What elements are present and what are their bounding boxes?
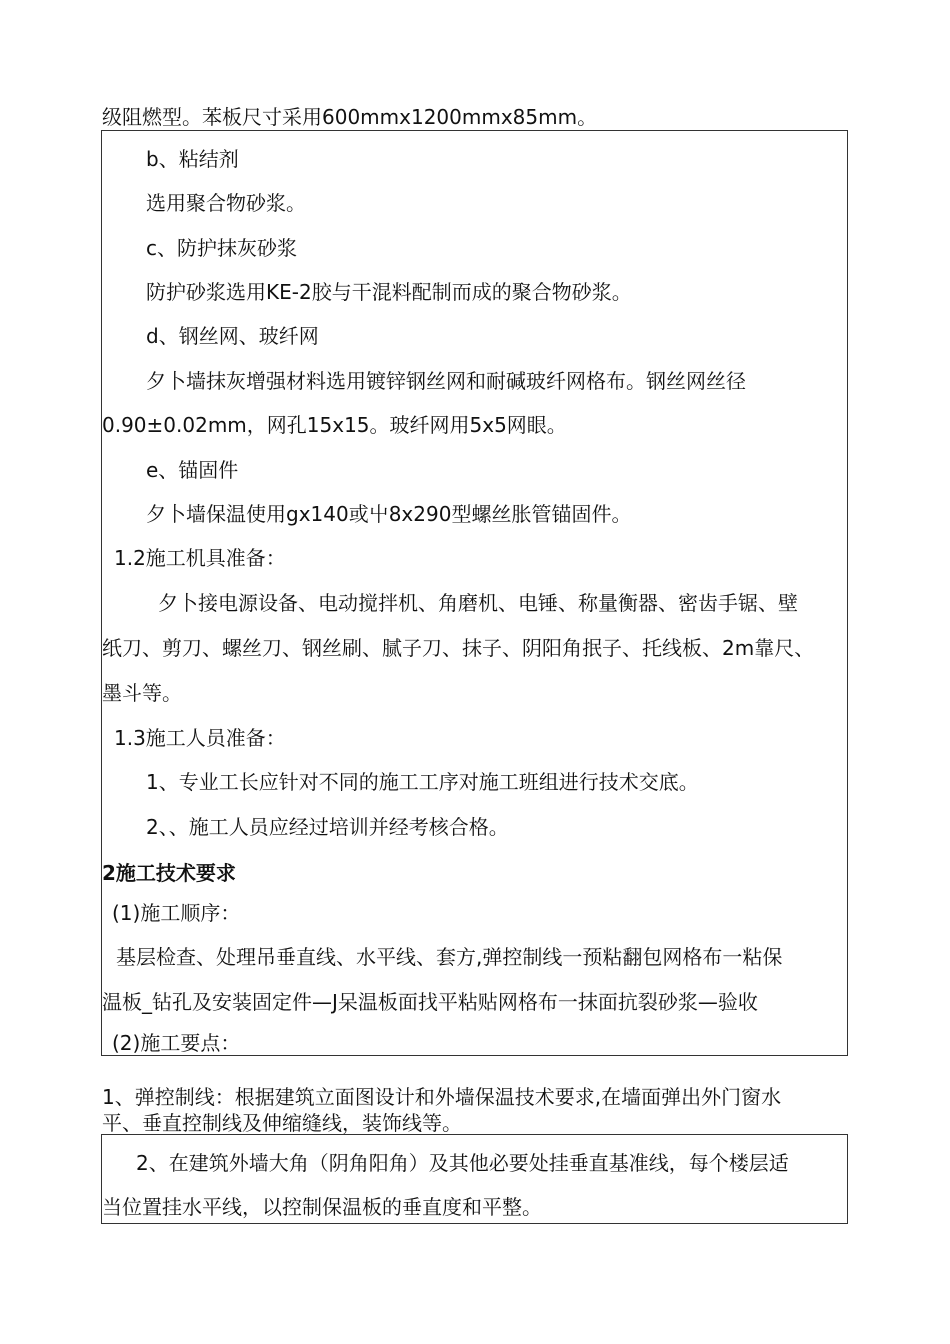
section-1-3-item-1: 1、专业工长应针对不同的施工工序对施工班组进行技术交底。 bbox=[146, 770, 699, 794]
section-1-2-text-1: 夕卜接电源设备、电动搅拌机、角磨机、电锤、称量衡器、密齿手锯、壁 bbox=[158, 591, 798, 615]
middle-line-1: 1、弹控制线：根据建筑立面图设计和外墙保温技术要求,在墙面弹出外门窗水 bbox=[102, 1085, 782, 1109]
box2-line-2: 当位置挂水平线，以控制保温板的垂直度和平整。 bbox=[102, 1195, 542, 1219]
section-1-3-title: 1.3施工人员准备： bbox=[114, 726, 286, 750]
item-b-text: 选用聚合物砂浆。 bbox=[146, 191, 306, 215]
section-1-2-text-2: 纸刀、剪刀、螺丝刀、钢丝刷、腻子刀、抹子、阴阳角抿子、托线板、2m靠尺、 bbox=[102, 636, 815, 660]
item-e-title: e、锚固件 bbox=[146, 458, 239, 482]
item-b-title: b、粘结剂 bbox=[146, 147, 239, 171]
box2-line-1: 2、在建筑外墙大角（阴角阳角）及其他必要处挂垂直基准线，每个楼层适 bbox=[136, 1151, 789, 1175]
section-2-1-text-1: 基层检查、处理吊垂直线、水平线、套方,弹控制线一预粘翻包网格布一粘保 bbox=[116, 945, 783, 969]
section-2-2-title: (2)施工要点： bbox=[112, 1031, 241, 1055]
section-1-2-title: 1.2施工机具准备： bbox=[114, 546, 286, 570]
section-1-3-item-2: 2、、施工人员应经过培训并经考核合格。 bbox=[146, 815, 509, 839]
section-1-2-text-3: 墨斗等。 bbox=[102, 681, 182, 705]
item-c-text: 防护砂浆选用KE-2胶与干混料配制而成的聚合物砂浆。 bbox=[146, 280, 632, 304]
section-2-1-title: (1)施工顺序： bbox=[112, 901, 241, 925]
item-c-title: c、防护抹灰砂浆 bbox=[146, 236, 297, 260]
section-2-title: 2施工技术要求 bbox=[102, 861, 236, 885]
section-2-1-text-2: 温板_钻孔及安装固定件—J呆温板面找平粘贴网格布一抹面抗裂砂浆—验收 bbox=[102, 990, 758, 1014]
item-d-text-1: 夕卜墙抹灰增强材料选用镀锌钢丝网和耐碱玻纤网格布。钢丝网丝径 bbox=[146, 369, 746, 393]
item-d-text-2: 0.90±0.02mm，网孔15x15。玻纤网用5x5网眼。 bbox=[102, 413, 567, 437]
top-line: 级阻燃型。苯板尺寸采用600mmx1200mmx85mm。 bbox=[102, 105, 598, 129]
middle-line-2: 平、垂直控制线及伸缩缝线，装饰线等。 bbox=[102, 1111, 462, 1135]
item-e-text: 夕卜墙保温使用gx140或屮8x290型螺丝胀管锚固件。 bbox=[146, 502, 632, 526]
item-d-title: d、钢丝网、玻纤网 bbox=[146, 324, 319, 348]
